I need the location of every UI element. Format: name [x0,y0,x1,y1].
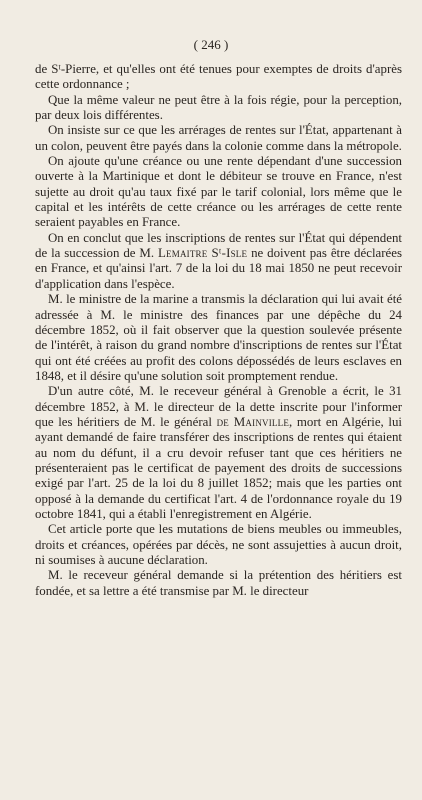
paragraph: M. le ministre de la marine a transmis la déclaration qui lui avait été adressée à M. le ministre des finances par une dépêche du 24 décembre 1852, où il fait observer que la question soulevée présente de l'intérêt, à raison du grand nombre d'inscriptions de rentes sur l'État qui ont été créées au profit des colons dépossédés de leurs esclaves en 1848, et il désire qu'une solution soit promptement rendue. [35,292,402,383]
paragraph-text: D'un autre côté, M. le receveur général à Grenoble a écrit, le 31 décembre 1852, à M. le directeur de la dette inscrite pour l'informer que les héritiers de M. le général [35,384,402,429]
paragraph [35,231,402,292]
paragraph [35,384,402,522]
paragraph: Que la même valeur ne peut être à la fois régie, pour la perception, par deux lois différentes. [35,92,402,123]
paragraph-text: , mort en Algérie, lui ayant demandé de faire transférer des inscriptions de rentes qui étaient au nom du défunt, il a cru devoir refuser tant que ces héritiers ne présenteraient pas le certificat de payement des droits de successions exigé par l'art. 25 de la loi du 8 juillet 1852; mais que les parties ont opposé à la demande du certificat l'art. 4 de l'ordonnance royale du 19 octobre 1841, qui a établi l'enregistrement en Algérie. [35,414,402,521]
paragraph: Cet article porte que les mutations de biens meubles ou immeubles, droits et créances, opérées par décès, ne sont assujetties à aucun droit, ni soumises à aucune déclaration. [35,522,402,567]
paragraph: On insiste sur ce que les arrérages de rentes sur l'État, appartenant à un colon, peuvent être payés dans la colonie comme dans la métropole. [35,123,402,153]
person-name: Lemaitre Sᵗ-Isle [157,246,248,261]
person-name: de Mainville [216,414,290,429]
body-text [35,62,402,599]
paragraph: M. le receveur général demande si la prétention des héritiers est fondée, et sa lettre a été transmise par M. le directeur [35,568,402,598]
paragraph: On ajoute qu'une créance ou une rente dépendant d'une succession ouverte à la Martinique et dont le débiteur se trouve en France, n'est sujette au droit qu'au taux fixé par le tarif colonial, lors même que le capital et les intérêts de cette créance ou les arrérages de cette rente seraient payables en France. [35,154,402,230]
paragraph: de Sᵗ-Pierre, et qu'elles ont été tenues pour exemptes de droits d'après cette ordonnance ; [35,62,402,92]
paragraph-text: ne doivent pas être déclarées en France, et qu'ainsi l'art. 7 de la loi du 18 mai 1850 ne peut recevoir d'application dans l'espèce. [35,246,402,291]
page-number: ( 246 ) [193,37,229,52]
paragraph-text: On en conclut que les inscriptions de rentes sur l'État qui dépendent de la succession de M. [35,230,402,261]
